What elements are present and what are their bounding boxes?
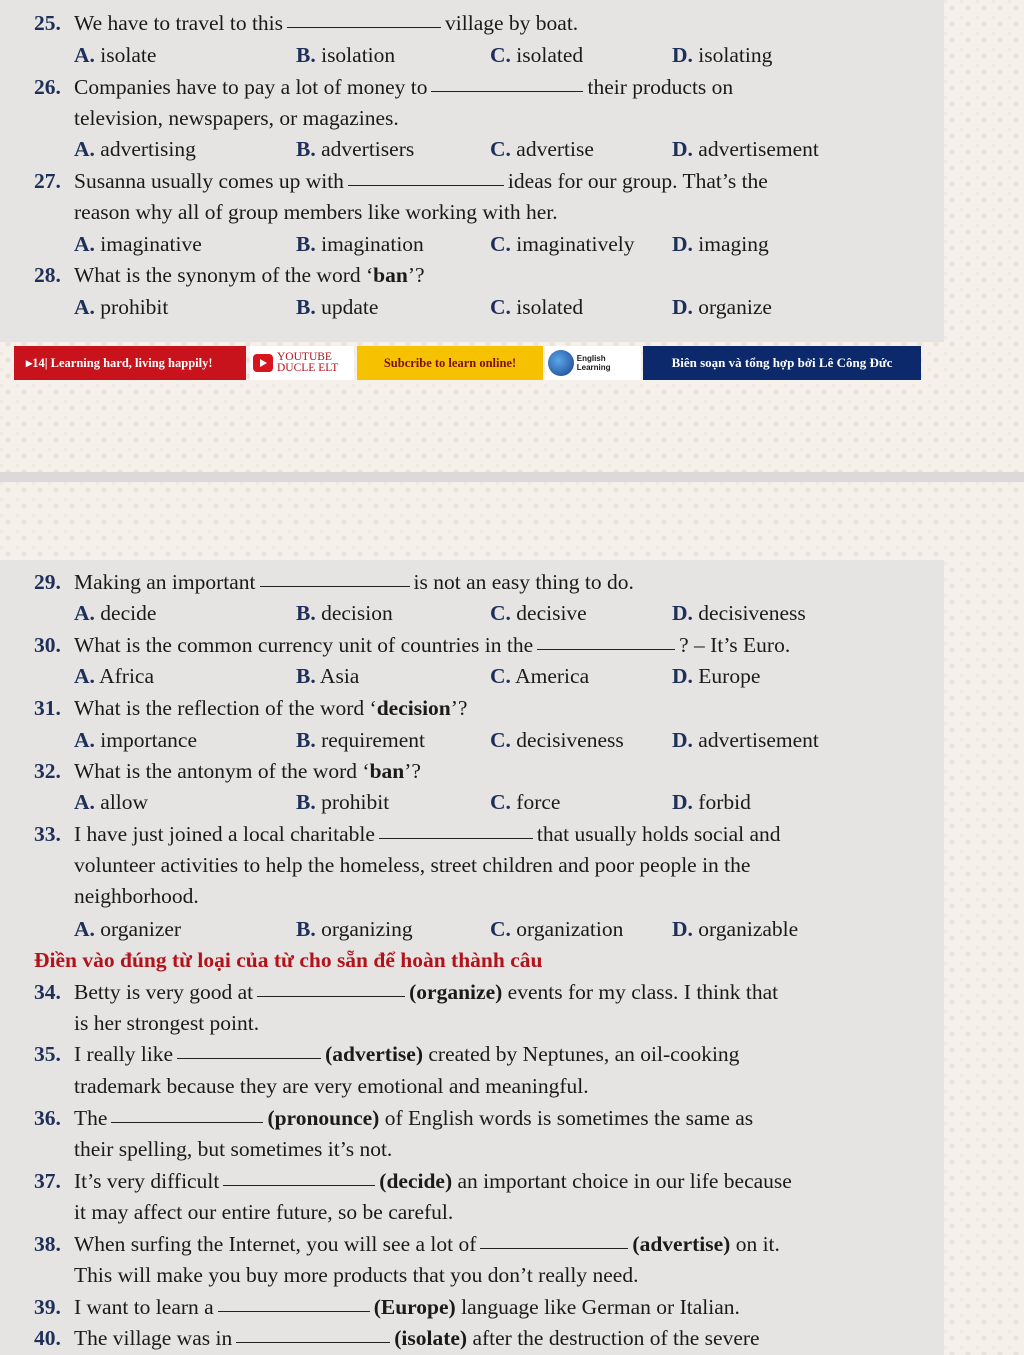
word-cue: (Europe) [373,1295,456,1319]
option-letter: B. [296,601,316,625]
option-letter: B. [296,664,316,688]
question-text-end: ’? [450,696,468,720]
option-letter: A. [74,728,95,752]
word-cue: (advertise) [325,1042,423,1066]
question-text-end: their products on [587,75,734,99]
option-letter: A. [74,664,95,688]
question-number: 36. [34,1106,61,1130]
question-text-end: ’? [407,263,425,287]
page-gap [0,472,1024,482]
answer-blank[interactable] [236,1341,390,1343]
channel-name: DUCLE ELT [277,362,339,374]
option-letter: D. [672,790,693,814]
option-b[interactable]: isolation [321,43,396,67]
option-letter: C. [490,601,511,625]
youtube-badge[interactable] [250,346,354,380]
youtube-icon [253,354,273,372]
key-word: ban [369,759,405,783]
question-continuation: it may affect our entire future, so be careful. [74,1200,454,1224]
option-b[interactable]: decision [321,601,393,625]
question-text-end: ’? [404,759,421,783]
option-b[interactable]: prohibit [321,790,390,814]
option-c[interactable]: force [516,790,561,814]
question-continuation: their spelling, but sometimes it’s not. [74,1137,393,1161]
option-letter: B. [296,137,316,161]
question-number: 34. [34,980,61,1004]
option-letter: B. [296,43,316,67]
option-letter: A. [74,601,95,625]
answer-blank[interactable] [257,995,405,997]
option-a[interactable]: isolate [100,43,157,67]
key-word: ban [373,263,408,287]
question-text: The [74,1106,108,1130]
logo-text: English Learning [576,354,611,372]
option-c[interactable]: isolated [516,295,584,319]
question-continuation: television, newspapers, or magazines. [74,106,399,130]
page-label: ▸14| Learning hard, living happily! [14,346,246,380]
author-credit: Biên soạn và tổng hợp bởi Lê Công Đức [643,346,921,380]
option-d[interactable]: decisiveness [698,601,806,625]
option-c[interactable]: advertise [516,137,594,161]
option-c[interactable]: decisiveness [516,728,624,752]
question-number: 40. [34,1326,61,1350]
option-b[interactable]: advertisers [321,137,415,161]
option-letter: B. [296,728,316,752]
question-text: What is the synonym of the word ‘ [74,263,374,287]
question-text: I really like [74,1042,174,1066]
question-text: Betty is very good at [74,980,254,1004]
question-continuation: neighborhood. [74,884,199,908]
question-text: I want to learn a [74,1295,214,1319]
question-text-end: is not an easy thing to do. [413,570,634,594]
word-cue: (advertise) [632,1232,731,1256]
option-letter: D. [672,728,693,752]
option-letter: D. [672,601,693,625]
question-text: Companies have to pay a lot of money to [74,75,428,99]
answer-blank[interactable] [379,837,533,839]
question-number: 31. [34,696,61,720]
option-letter: D. [672,232,693,256]
answer-blank[interactable] [177,1057,321,1059]
option-letter: C. [490,232,511,256]
option-letter: D. [672,43,693,67]
question-text-end: ideas for our group. That’s the [507,169,768,193]
answer-blank[interactable] [537,648,675,650]
option-d[interactable]: forbid [698,790,751,814]
word-cue: (organize) [409,980,503,1004]
option-letter: B. [296,790,316,814]
option-b[interactable]: organizing [321,917,413,941]
question-text-end: that usually holds social and [536,822,781,846]
answer-blank[interactable] [348,184,504,186]
question-text-end: after the destruction of the severe [472,1326,760,1350]
section-heading: Điền vào đúng từ loại của từ cho sẵn để hoàn thành câu [34,948,543,972]
question-text: Susanna usually comes up with [74,169,344,193]
option-d[interactable]: Europe [698,664,761,688]
option-letter: C. [490,728,511,752]
question-number: 25. [34,11,61,35]
option-d[interactable]: advertisement [698,728,819,752]
question-text: What is the antonym of the word ‘ [74,759,370,783]
option-c[interactable]: America [515,664,590,688]
option-a[interactable]: Africa [99,664,155,688]
option-b[interactable]: imagination [321,232,424,256]
page-footer-banner [0,346,1024,382]
question-number: 32. [34,759,61,783]
option-letter: C. [490,917,511,941]
question-text-end: on it. [735,1232,780,1256]
question-text: The village was in [74,1326,233,1350]
question-text: What is the reflection of the word ‘ [74,696,377,720]
question-number: 39. [34,1295,61,1319]
option-letter: D. [672,664,693,688]
question-continuation: reason why all of group members like working with her. [74,200,558,224]
option-d[interactable]: imaging [698,232,769,256]
option-c[interactable]: imaginatively [516,232,635,256]
question-text: What is the common currency unit of countries in the [74,633,534,657]
question-text-end: events for my class. I think that [507,980,779,1004]
question-continuation: is her strongest point. [74,1011,260,1035]
option-letter: B. [296,232,316,256]
option-letter: C. [490,664,511,688]
answer-blank[interactable] [287,26,441,28]
question-text: When surfing the Internet, you will see a lot of [74,1232,477,1256]
question-text-end: village by boat. [445,11,579,35]
question-text-end: ? – It’s Euro. [679,633,791,657]
answer-blank[interactable] [111,1121,263,1123]
question-number: 38. [34,1232,61,1256]
question-text: We have to travel to this [74,11,284,35]
question-number: 35. [34,1042,61,1066]
answer-blank[interactable] [431,90,583,92]
option-letter: A. [74,917,95,941]
option-a[interactable]: allow [100,790,149,814]
globe-icon [548,350,574,376]
key-word: decision [376,696,451,720]
word-cue: (decide) [379,1169,453,1193]
question-number: 33. [34,822,61,846]
option-letter: D. [672,137,693,161]
question-number: 26. [34,75,61,99]
question-text: I have just joined a local charitable [74,822,375,846]
option-a[interactable]: organizer [100,917,182,941]
answer-blank[interactable] [218,1310,370,1312]
question-number: 30. [34,633,61,657]
option-letter: D. [672,917,693,941]
option-c[interactable]: decisive [516,601,587,625]
option-letter: D. [672,295,693,319]
question-text: It’s very difficult [74,1169,220,1193]
question-number: 37. [34,1169,61,1193]
word-cue: (isolate) [394,1326,468,1350]
question-text: Making an important [74,570,256,594]
option-letter: A. [74,43,95,67]
word-cue: (pronounce) [267,1106,380,1130]
option-a[interactable]: imaginative [100,232,202,256]
option-letter: B. [296,917,316,941]
option-d[interactable]: organizable [698,917,799,941]
answer-blank[interactable] [480,1247,628,1249]
option-b[interactable]: Asia [319,664,360,688]
question-number: 27. [34,169,61,193]
question-text-end: created by Neptunes, an oil-cooking [428,1042,740,1066]
subscribe-label[interactable]: Subcribe to learn online! [357,346,543,380]
question-text-end: an important choice in our life because [457,1169,792,1193]
option-c[interactable]: organization [516,917,624,941]
option-a[interactable]: importance [100,728,197,752]
option-letter: B. [296,295,316,319]
question-number: 28. [34,263,61,287]
question-continuation: trademark because they are very emotional and meaningful. [74,1074,589,1098]
option-b[interactable]: requirement [321,728,425,752]
question-number: 29. [34,570,61,594]
question-continuation: volunteer activities to help the homeless, street children and poor people in the [74,853,751,877]
answer-blank[interactable] [223,1184,375,1186]
option-letter: A. [74,790,95,814]
question-text-end: language like German or Italian. [461,1295,740,1319]
option-letter: A. [74,295,95,319]
option-letter: C. [490,295,511,319]
option-letter: A. [74,232,95,256]
option-d[interactable]: isolating [698,43,773,67]
option-a[interactable]: advertising [100,137,196,161]
youtube-label: YOUTUBE [277,351,332,363]
option-letter: A. [74,137,95,161]
question-text-end: of English words is sometimes the same as [384,1106,754,1130]
option-letter: C. [490,43,511,67]
option-a[interactable]: decide [100,601,157,625]
answer-blank[interactable] [260,585,410,587]
option-letter: C. [490,790,511,814]
english-learning-logo [545,346,641,380]
question-continuation: This will make you buy more products that you don’t really need. [74,1263,639,1287]
option-letter: C. [490,137,511,161]
option-b[interactable]: update [321,295,379,319]
option-d[interactable]: advertisement [698,137,819,161]
option-d[interactable]: organize [698,295,772,319]
option-a[interactable]: prohibit [100,295,169,319]
option-c[interactable]: isolated [516,43,584,67]
